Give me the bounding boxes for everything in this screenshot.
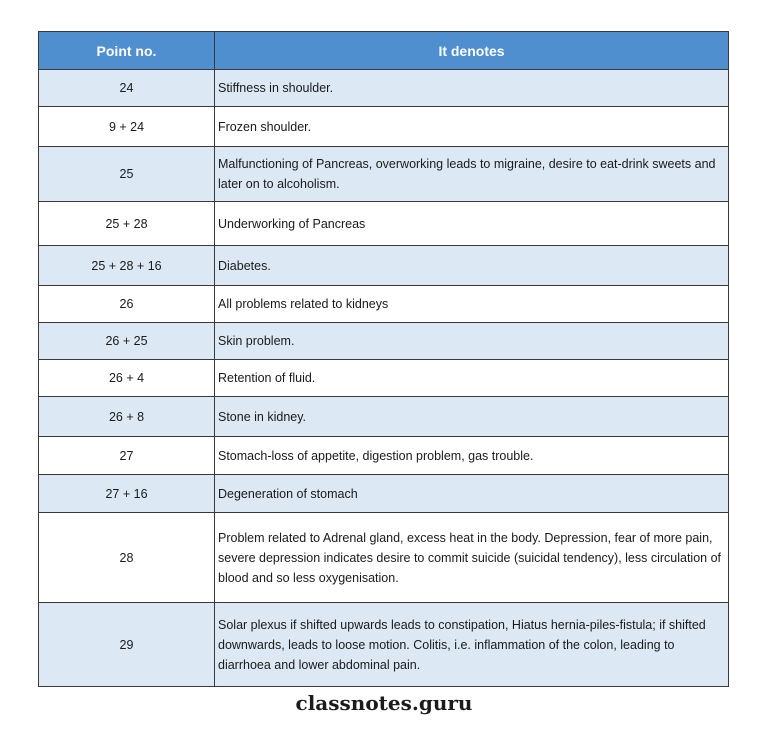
header-point-no: Point no.	[39, 32, 215, 70]
point-cell: 26	[39, 286, 215, 323]
denotes-cell: Malfunctioning of Pancreas, overworking leads to migraine, desire to eat-drink sweets and later on to alcoholism.	[215, 147, 729, 202]
table-row	[39, 147, 729, 202]
point-cell: 24	[39, 70, 215, 107]
table-row	[39, 202, 729, 246]
denotes-cell: Diabetes.	[215, 246, 729, 286]
point-cell: 28	[39, 513, 215, 603]
table-row	[39, 513, 729, 603]
table-row	[39, 323, 729, 360]
header-it-denotes: It denotes	[215, 32, 729, 70]
table-row	[39, 437, 729, 475]
points-table-container	[38, 31, 728, 687]
point-cell: 27 + 16	[39, 475, 215, 513]
table-row	[39, 107, 729, 147]
table-row	[39, 360, 729, 397]
denotes-cell: Frozen shoulder.	[215, 107, 729, 147]
denotes-cell: Stomach-loss of appetite, digestion problem, gas trouble.	[215, 437, 729, 475]
table-row	[39, 397, 729, 437]
denotes-cell: Solar plexus if shifted upwards leads to constipation, Hiatus hernia-piles-fistula; if shifted downwards, leads to loose motion. Colitis, i.e. inflammation of the colon, leading to diarrhoea and lower abdominal pain.	[215, 603, 729, 687]
table-row	[39, 70, 729, 107]
point-cell: 25 + 28	[39, 202, 215, 246]
denotes-cell: All problems related to kidneys	[215, 286, 729, 323]
point-cell: 29	[39, 603, 215, 687]
table-row	[39, 603, 729, 687]
point-cell: 27	[39, 437, 215, 475]
point-cell: 25	[39, 147, 215, 202]
denotes-cell: Problem related to Adrenal gland, excess heat in the body. Depression, fear of more pain, severe depression indicates desire to commit suicide (suicidal tendency), less circulation of blood and so less oxygenisation.	[215, 513, 729, 603]
denotes-cell: Stone in kidney.	[215, 397, 729, 437]
point-cell: 26 + 8	[39, 397, 215, 437]
denotes-cell: Retention of fluid.	[215, 360, 729, 397]
denotes-cell: Stiffness in shoulder.	[215, 70, 729, 107]
denotes-cell: Underworking of Pancreas	[215, 202, 729, 246]
points-table	[38, 31, 729, 687]
point-cell: 26 + 4	[39, 360, 215, 397]
point-cell: 26 + 25	[39, 323, 215, 360]
point-cell: 25 + 28 + 16	[39, 246, 215, 286]
table-row	[39, 286, 729, 323]
point-cell: 9 + 24	[39, 107, 215, 147]
table-row	[39, 475, 729, 513]
denotes-cell: Skin problem.	[215, 323, 729, 360]
table-header-row	[39, 32, 729, 70]
watermark-text: classnotes.guru	[295, 691, 473, 715]
table-row	[39, 246, 729, 286]
denotes-cell: Degeneration of stomach	[215, 475, 729, 513]
